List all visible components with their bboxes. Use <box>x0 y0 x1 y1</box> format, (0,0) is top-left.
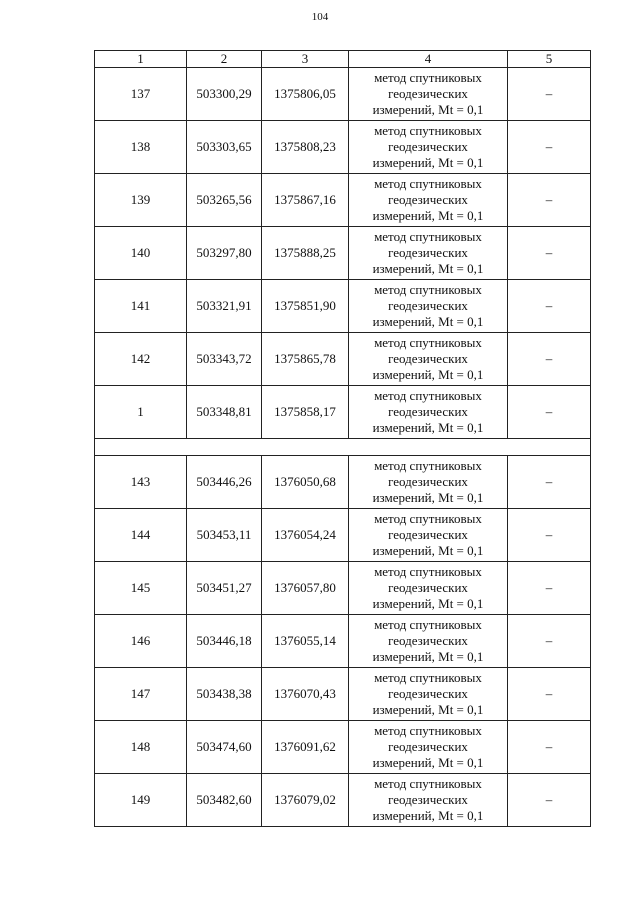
coordinate-y: 1376054,24 <box>262 509 349 562</box>
method-cell <box>349 774 508 827</box>
column-5-value: – <box>508 280 591 333</box>
point-number: 143 <box>95 456 187 509</box>
method-line: геодезических <box>388 404 468 419</box>
page-number: 104 <box>311 11 329 23</box>
column-header: 3 <box>262 51 349 68</box>
coordinate-y: 1375865,78 <box>262 333 349 386</box>
column-5-value: – <box>508 227 591 280</box>
method-cell <box>349 174 508 227</box>
table-row <box>95 509 591 562</box>
point-number: 145 <box>95 562 187 615</box>
table-row <box>95 333 591 386</box>
coordinate-x: 503446,18 <box>187 615 262 668</box>
method-line: измерений, Mt = 0,1 <box>372 208 484 223</box>
method-line: метод спутниковых <box>374 776 482 791</box>
table-row <box>95 721 591 774</box>
column-5-value: – <box>508 68 591 121</box>
point-number: 1 <box>95 386 187 439</box>
method-cell <box>349 721 508 774</box>
column-header: 5 <box>508 51 591 68</box>
coordinate-x: 503451,27 <box>187 562 262 615</box>
method-line: измерений, Mt = 0,1 <box>372 596 484 611</box>
method-line: метод спутниковых <box>374 670 482 685</box>
table-row <box>95 668 591 721</box>
point-number: 137 <box>95 68 187 121</box>
point-number: 149 <box>95 774 187 827</box>
column-5-value: – <box>508 509 591 562</box>
table-row <box>95 774 591 827</box>
method-cell <box>349 280 508 333</box>
method-line: метод спутниковых <box>374 564 482 579</box>
coordinate-x: 503303,65 <box>187 121 262 174</box>
coordinate-x: 503482,60 <box>187 774 262 827</box>
coordinate-x: 503343,72 <box>187 333 262 386</box>
method-line: геодезических <box>388 245 468 260</box>
method-line: метод спутниковых <box>374 282 482 297</box>
method-cell <box>349 227 508 280</box>
method-cell <box>349 509 508 562</box>
method-line: измерений, Mt = 0,1 <box>372 649 484 664</box>
method-line: измерений, Mt = 0,1 <box>372 755 484 770</box>
method-line: геодезических <box>388 474 468 489</box>
method-line: геодезических <box>388 86 468 101</box>
column-header: 4 <box>349 51 508 68</box>
column-5-value: – <box>508 333 591 386</box>
column-5-value: – <box>508 174 591 227</box>
table-row <box>95 615 591 668</box>
method-line: измерений, Mt = 0,1 <box>372 155 484 170</box>
coordinate-x: 503300,29 <box>187 68 262 121</box>
coordinate-y: 1375851,90 <box>262 280 349 333</box>
table-row <box>95 280 591 333</box>
point-number: 142 <box>95 333 187 386</box>
method-line: измерений, Mt = 0,1 <box>372 543 484 558</box>
column-5-value: – <box>508 456 591 509</box>
point-number: 146 <box>95 615 187 668</box>
coordinate-x: 503438,38 <box>187 668 262 721</box>
column-5-value: – <box>508 562 591 615</box>
method-line: метод спутниковых <box>374 229 482 244</box>
method-line: измерений, Mt = 0,1 <box>372 420 484 435</box>
table-row <box>95 227 591 280</box>
table-row <box>95 386 591 439</box>
point-number: 141 <box>95 280 187 333</box>
coordinate-x: 503321,91 <box>187 280 262 333</box>
column-5-value: – <box>508 774 591 827</box>
coordinate-y: 1375888,25 <box>262 227 349 280</box>
coordinate-x: 503474,60 <box>187 721 262 774</box>
method-line: геодезических <box>388 139 468 154</box>
method-line: измерений, Mt = 0,1 <box>372 702 484 717</box>
table-row <box>95 562 591 615</box>
method-line: метод спутниковых <box>374 458 482 473</box>
coordinate-y: 1376091,62 <box>262 721 349 774</box>
method-line: метод спутниковых <box>374 123 482 138</box>
method-line: метод спутниковых <box>374 723 482 738</box>
column-5-value: – <box>508 721 591 774</box>
coordinate-y: 1375867,16 <box>262 174 349 227</box>
method-cell <box>349 386 508 439</box>
method-line: метод спутниковых <box>374 176 482 191</box>
separator-cell <box>95 439 591 456</box>
column-header: 1 <box>95 51 187 68</box>
coordinate-x: 503265,56 <box>187 174 262 227</box>
method-line: измерений, Mt = 0,1 <box>372 102 484 117</box>
coordinate-y: 1376055,14 <box>262 615 349 668</box>
method-line: геодезических <box>388 298 468 313</box>
method-line: измерений, Mt = 0,1 <box>372 808 484 823</box>
point-number: 147 <box>95 668 187 721</box>
method-line: геодезических <box>388 739 468 754</box>
point-number: 148 <box>95 721 187 774</box>
column-5-value: – <box>508 386 591 439</box>
method-line: метод спутниковых <box>374 617 482 632</box>
coordinates-table <box>94 50 591 827</box>
method-line: измерений, Mt = 0,1 <box>372 490 484 505</box>
section-separator-row <box>95 439 591 456</box>
method-line: метод спутниковых <box>374 511 482 526</box>
method-line: геодезических <box>388 792 468 807</box>
method-line: метод спутниковых <box>374 335 482 350</box>
method-line: метод спутниковых <box>374 70 482 85</box>
method-cell <box>349 562 508 615</box>
method-cell <box>349 668 508 721</box>
method-cell <box>349 333 508 386</box>
coordinate-x: 503297,80 <box>187 227 262 280</box>
table-row <box>95 121 591 174</box>
method-cell <box>349 68 508 121</box>
method-line: геодезических <box>388 351 468 366</box>
table-header-row <box>95 51 591 68</box>
column-5-value: – <box>508 615 591 668</box>
method-line: геодезических <box>388 580 468 595</box>
coordinate-y: 1376057,80 <box>262 562 349 615</box>
method-line: измерений, Mt = 0,1 <box>372 261 484 276</box>
coordinate-y: 1375858,17 <box>262 386 349 439</box>
method-cell <box>349 121 508 174</box>
point-number: 140 <box>95 227 187 280</box>
coordinate-y: 1376070,43 <box>262 668 349 721</box>
point-number: 144 <box>95 509 187 562</box>
coordinate-y: 1376050,68 <box>262 456 349 509</box>
method-line: геодезических <box>388 192 468 207</box>
point-number: 139 <box>95 174 187 227</box>
table-row <box>95 174 591 227</box>
column-5-value: – <box>508 668 591 721</box>
column-5-value: – <box>508 121 591 174</box>
table-row <box>95 68 591 121</box>
method-line: геодезических <box>388 527 468 542</box>
method-cell <box>349 615 508 668</box>
point-number: 138 <box>95 121 187 174</box>
coordinate-x: 503453,11 <box>187 509 262 562</box>
method-line: измерений, Mt = 0,1 <box>372 367 484 382</box>
method-line: измерений, Mt = 0,1 <box>372 314 484 329</box>
table-row <box>95 456 591 509</box>
method-line: геодезических <box>388 633 468 648</box>
column-header: 2 <box>187 51 262 68</box>
coordinate-y: 1375806,05 <box>262 68 349 121</box>
coordinate-y: 1375808,23 <box>262 121 349 174</box>
coordinate-y: 1376079,02 <box>262 774 349 827</box>
method-line: геодезических <box>388 686 468 701</box>
method-cell <box>349 456 508 509</box>
coordinate-x: 503446,26 <box>187 456 262 509</box>
method-line: метод спутниковых <box>374 388 482 403</box>
coordinate-x: 503348,81 <box>187 386 262 439</box>
